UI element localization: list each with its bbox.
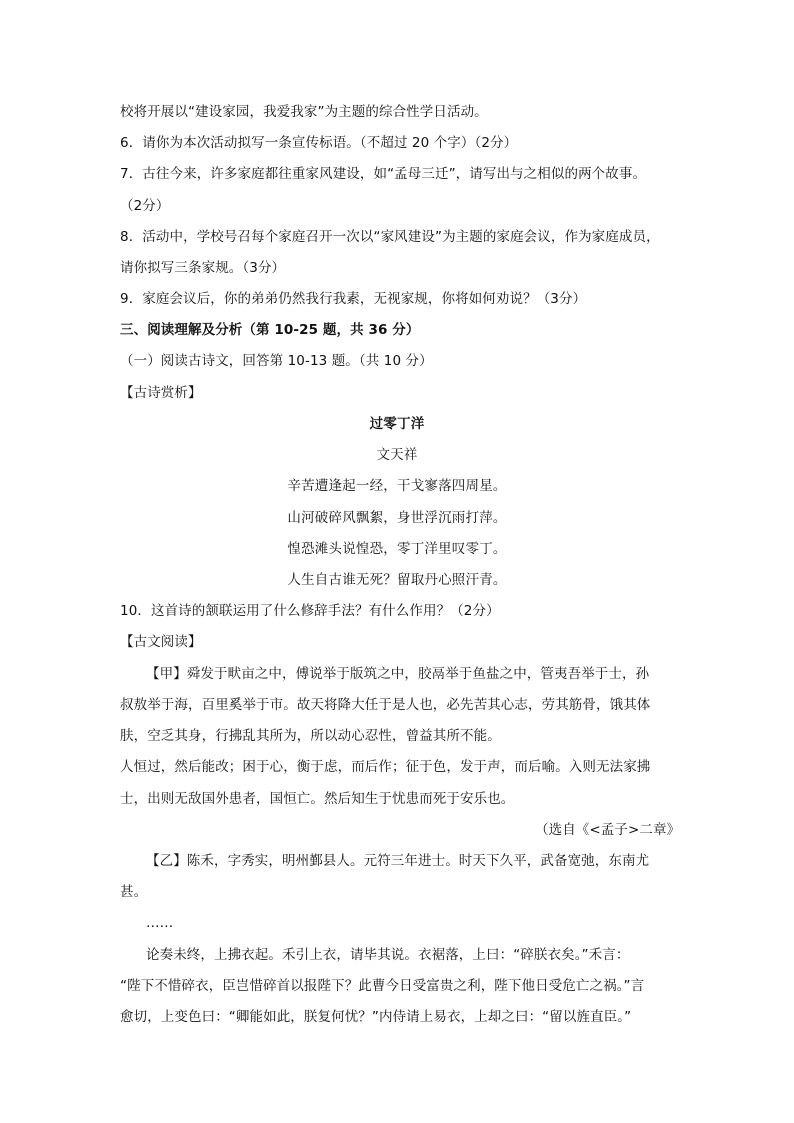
question-7-score: （2分） [120, 198, 170, 214]
ellipsis: …… [146, 915, 174, 931]
poem-line: 山河破碎风飘絮，身世浮沉雨打萍。 [287, 510, 507, 526]
section-heading: 三、阅读理解及分析（第 10-25 题，共 36 分） [120, 322, 420, 338]
passage-b-line: 愈切，上变色曰：“卿能如此，朕复何忧？”内侍请上易衣，上却之曰：“留以旌直臣。” [120, 1009, 632, 1025]
prose-section-label: 【古文阅读】 [120, 634, 202, 650]
passage-b-line: 甚。 [120, 884, 148, 900]
passage-a-line: 人恒过，然后能改；困于心，衡于虑，而后作；征于色，发于声，而后喻。入则无法家拂 [120, 759, 651, 775]
poem-section-label: 【古诗赏析】 [120, 385, 202, 401]
poem-author: 文天祥 [376, 447, 418, 463]
question-7: 7．古往今来，许多家庭都往重家风建设，如“孟母三迁”，请写出与之相似的两个故事。 [120, 166, 647, 182]
passage-b-line: “陛下不惜碎衣，臣岂惜碎首以报陛下？此曹今日受富贵之利，陛下他日受危亡之祸。”言 [120, 978, 645, 994]
passage-b-line: 论奏未终，上拂衣起。禾引上衣，请毕其说。衣裾落，上曰：“碎朕衣矣。”禾言： [146, 947, 630, 963]
poem-title: 过零丁洋 [369, 416, 425, 432]
source-citation: （选自《<孟子>二章》 [535, 822, 681, 838]
question-10: 10．这首诗的颔联运用了什么修辞手法？有什么作用？（2分） [120, 603, 500, 619]
poem-line: 惶恐滩头说惶恐，零丁洋里叹零丁。 [287, 541, 507, 557]
question-9: 9．家庭会议后，你的弟弟仍然我行我素，无视家规，你将如何劝说？（3分） [120, 291, 587, 307]
subsection-heading: （一）阅读古诗文，回答第 10-13 题。（共 10 分） [120, 353, 433, 369]
poem-line: 辛苦遭逢起一经，干戈寥落四周星。 [287, 478, 507, 494]
question-6: 6．请你为本次活动拟写一条宣传标语。（不超过 20 个字）（2分） [120, 135, 518, 151]
poem-line: 人生自古谁无死？留取丹心照汗青。 [287, 572, 507, 588]
question-8-cont: 请你拟写三条家规。（3分） [120, 260, 286, 276]
passage-a-line: 肤，空乏其身，行拂乱其所为，所以动心忍性，曾益其所不能。 [120, 728, 501, 744]
passage-a-line: 【甲】舜发于畎亩之中，傅说举于版筑之中，胶鬲举于鱼盐之中，管夷吾举于士，孙 [146, 666, 650, 682]
passage-b-line: 【乙】陈禾，字秀实，明州鄞县人。元符三年进士。时天下久平，武备宽弛，东南尤 [146, 853, 650, 869]
passage-a-line: 叔敖举于海，百里奚举于市。故天将降大任于是人也，必先苦其心志，劳其筋骨，饿其体 [120, 697, 651, 713]
passage-a-line: 士，出则无敌国外患者，国恒亡。然后知生于忧患而死于安乐也。 [120, 791, 515, 807]
question-8: 8．活动中，学校号召每个家庭召开一次以“家风建设”为主题的家庭会议，作为家庭成员， [120, 229, 660, 245]
text-line: 校将开展以“建设家园，我爱我家”为主题的综合性学日活动。 [120, 104, 488, 120]
